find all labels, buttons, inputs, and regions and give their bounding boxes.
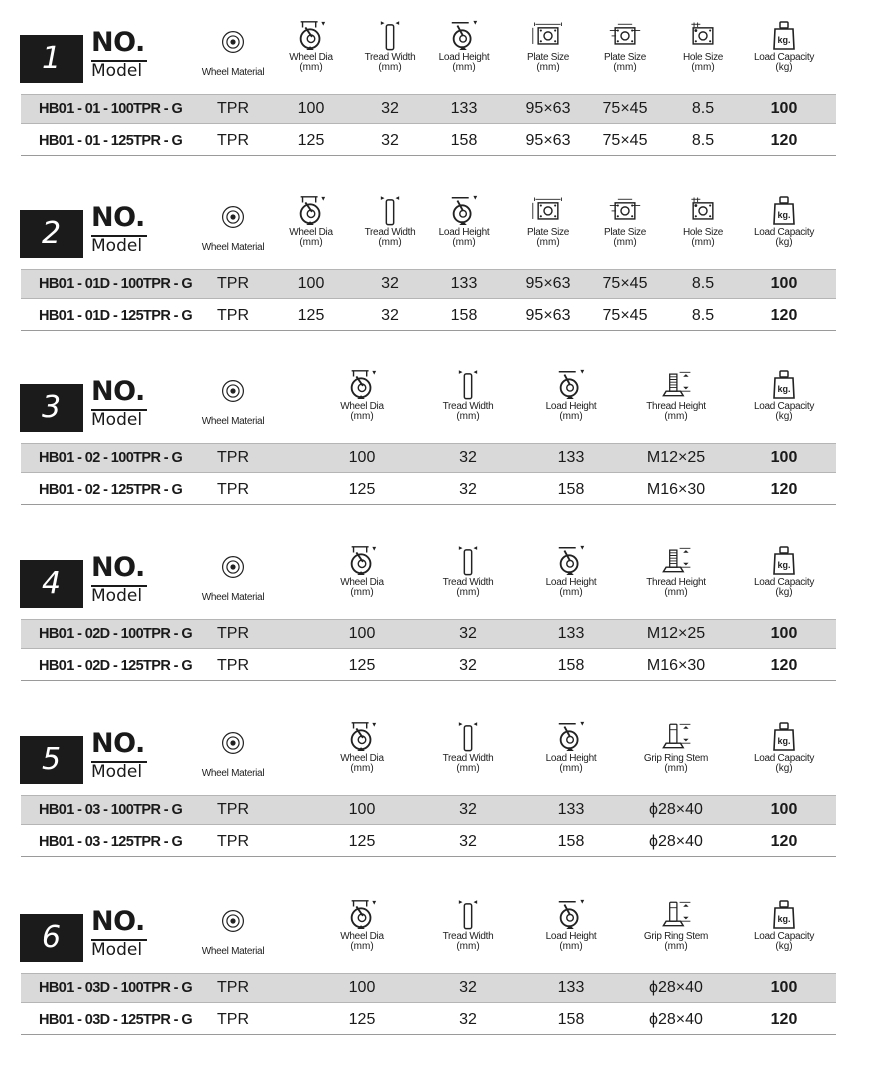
header-label: Load Height xyxy=(438,52,490,63)
table-row xyxy=(21,476,836,505)
wheel-dia-icon xyxy=(346,368,378,400)
header-label: Wheel Dia xyxy=(340,753,384,764)
cell-load-height: 133 xyxy=(450,275,478,292)
grip-ring-stem-icon xyxy=(658,898,694,930)
cell-tread-width: 32 xyxy=(381,275,399,292)
no-label: NO. xyxy=(91,552,145,583)
model-number: HB01 - 02 - 125TPR - G xyxy=(39,482,183,498)
model-number: HB01 - 03D - 100TPR - G xyxy=(39,980,192,996)
wheel-dia-icon xyxy=(295,19,327,51)
model-number: HB01 - 02 - 100TPR - G xyxy=(39,450,183,466)
spec-section-4 xyxy=(0,541,883,691)
tread-width-icon xyxy=(379,194,401,226)
cell-material: TPR xyxy=(217,449,249,466)
weight-icon-text: kg. xyxy=(777,384,791,394)
header-wheel-material xyxy=(185,727,281,779)
header-label: Wheel Material xyxy=(201,768,265,779)
header-tread-width xyxy=(420,368,516,421)
no-label: NO. xyxy=(91,728,145,759)
model-number: HB01 - 01 - 125TPR - G xyxy=(39,133,183,149)
cell-plate-size2: 75×45 xyxy=(602,275,648,292)
header-unit: (mm) xyxy=(536,62,560,73)
header-unit: (mm) xyxy=(350,411,374,422)
wheel-material-icon xyxy=(220,905,246,937)
cell-load-height: 158 xyxy=(557,657,585,674)
header-wheel-dia xyxy=(314,898,410,951)
tread-width-icon xyxy=(379,19,401,51)
load-height-icon xyxy=(555,544,587,576)
cell-tread-width: 32 xyxy=(381,307,399,324)
cell-capacity: 120 xyxy=(770,307,798,324)
grip-ring-stem-icon xyxy=(658,720,694,752)
cell-material: TPR xyxy=(217,625,249,642)
header-label: Tread Width xyxy=(442,577,494,588)
header-label: Wheel Material xyxy=(201,67,265,78)
header-unit: (kg) xyxy=(775,237,793,248)
header-load-capacity xyxy=(736,720,832,773)
cell-hole-size: 8.5 xyxy=(691,307,715,324)
plate-size-icon xyxy=(531,19,565,51)
model-label: Model xyxy=(91,762,143,782)
header-wheel-dia xyxy=(314,368,410,421)
header-label: Wheel Dia xyxy=(340,577,384,588)
header-thread-height xyxy=(628,368,724,421)
cell-plate-size: 95×63 xyxy=(525,307,571,324)
cell-wheel-dia: 100 xyxy=(297,275,325,292)
cell-plate-size: 95×63 xyxy=(525,275,571,292)
cell-load-height: 133 xyxy=(557,801,585,818)
header-load-height xyxy=(416,19,512,72)
model-label: Model xyxy=(91,410,143,430)
header-wheel-material xyxy=(185,551,281,603)
cell-wheel-dia: 125 xyxy=(297,132,325,149)
no-label: NO. xyxy=(91,27,145,58)
table-row xyxy=(21,1006,836,1035)
model-number: HB01 - 03 - 100TPR - G xyxy=(39,802,183,818)
no-label: NO. xyxy=(91,906,145,937)
weight-icon-text: kg. xyxy=(777,914,791,924)
load-height-icon xyxy=(555,720,587,752)
header-unit: (mm) xyxy=(691,62,715,73)
plate-size-icon xyxy=(531,194,565,226)
header-label: Plate Size xyxy=(603,52,647,63)
header-unit: (mm) xyxy=(613,237,637,248)
cell-wheel-dia: 125 xyxy=(348,1011,376,1028)
cell-load-height: 158 xyxy=(557,1011,585,1028)
header-label: Load Height xyxy=(545,931,597,942)
header-label: Load Capacity xyxy=(753,577,815,588)
header-unit: (kg) xyxy=(775,411,793,422)
header-unit: (mm) xyxy=(456,587,480,598)
cell-tread-width: 32 xyxy=(459,449,477,466)
cell-wheel-dia: 100 xyxy=(348,449,376,466)
load-height-icon xyxy=(555,898,587,930)
table-row xyxy=(21,973,836,1003)
cell-hole-size: 8.5 xyxy=(691,132,715,149)
cell-wheel-dia: 100 xyxy=(348,801,376,818)
table-row xyxy=(21,652,836,681)
header-label: Tread Width xyxy=(442,753,494,764)
cell-stem: M12×25 xyxy=(646,625,706,642)
header-unit: (kg) xyxy=(775,763,793,774)
wheel-material-icon xyxy=(220,375,246,407)
table-row xyxy=(21,302,836,331)
header-load-capacity xyxy=(736,898,832,951)
cell-material: TPR xyxy=(217,979,249,996)
model-number: HB01 - 02D - 100TPR - G xyxy=(39,626,192,642)
header-label: Plate Size xyxy=(526,227,570,238)
wheel-material-icon xyxy=(220,727,246,759)
header-label: Load Capacity xyxy=(753,931,815,942)
wheel-dia-icon xyxy=(346,898,378,930)
header-unit: (mm) xyxy=(613,62,637,73)
cell-tread-width: 32 xyxy=(459,625,477,642)
weight-kg-icon xyxy=(771,368,797,400)
cell-load-height: 133 xyxy=(450,100,478,117)
header-unit: (mm) xyxy=(559,941,583,952)
cell-plate-size2: 75×45 xyxy=(602,100,648,117)
header-label: Plate Size xyxy=(526,52,570,63)
header-unit: (mm) xyxy=(559,587,583,598)
cell-capacity: 120 xyxy=(770,481,798,498)
header-load-capacity xyxy=(736,368,832,421)
load-height-icon xyxy=(555,368,587,400)
no-label: NO. xyxy=(91,376,145,407)
header-grip-ring-stem xyxy=(628,898,724,951)
model-number: HB01 - 03 - 125TPR - G xyxy=(39,834,183,850)
tread-width-icon xyxy=(457,368,479,400)
header-unit: (mm) xyxy=(452,237,476,248)
header-grip-ring-stem xyxy=(628,720,724,773)
header-tread-width xyxy=(420,898,516,951)
header-label: Thread Height xyxy=(646,577,706,588)
cell-capacity: 120 xyxy=(770,1011,798,1028)
header-unit: (mm) xyxy=(350,763,374,774)
header-thread-height xyxy=(628,544,724,597)
weight-kg-icon xyxy=(771,194,797,226)
header-label: Grip Ring Stem xyxy=(643,931,709,942)
header-unit: (mm) xyxy=(664,941,688,952)
section-number: 2 xyxy=(20,210,83,258)
cell-capacity: 100 xyxy=(770,100,798,117)
header-label: Wheel Dia xyxy=(340,931,384,942)
tread-width-icon xyxy=(457,720,479,752)
header-label: Grip Ring Stem xyxy=(643,753,709,764)
header-load-height xyxy=(523,368,619,421)
cell-wheel-dia: 100 xyxy=(348,979,376,996)
weight-icon-text: kg. xyxy=(777,560,791,570)
header-unit: (mm) xyxy=(691,237,715,248)
plate-size-icon xyxy=(608,194,642,226)
header-label: Tread Width xyxy=(364,52,416,63)
tread-width-icon xyxy=(457,898,479,930)
model-label: Model xyxy=(91,586,143,606)
spec-section-5 xyxy=(0,717,883,867)
cell-wheel-dia: 125 xyxy=(297,307,325,324)
cell-tread-width: 32 xyxy=(459,1011,477,1028)
header-tread-width xyxy=(420,544,516,597)
cell-stem: ϕ28×40 xyxy=(649,801,703,818)
model-number: HB01 - 03D - 125TPR - G xyxy=(39,1012,192,1028)
cell-tread-width: 32 xyxy=(381,100,399,117)
header-unit: (mm) xyxy=(378,62,402,73)
cell-stem: ϕ28×40 xyxy=(649,833,703,850)
section-number: 4 xyxy=(20,560,83,608)
cell-wheel-dia: 125 xyxy=(348,833,376,850)
header-label: Wheel Material xyxy=(201,592,265,603)
wheel-dia-icon xyxy=(295,194,327,226)
header-label: Load Capacity xyxy=(753,401,815,412)
cell-material: TPR xyxy=(217,481,249,498)
cell-tread-width: 32 xyxy=(459,657,477,674)
header-label: Load Capacity xyxy=(753,227,815,238)
cell-capacity: 100 xyxy=(770,979,798,996)
cell-material: TPR xyxy=(217,801,249,818)
weight-kg-icon xyxy=(771,19,797,51)
cell-hole-size: 8.5 xyxy=(691,100,715,117)
header-label: Load Capacity xyxy=(753,52,815,63)
spec-section-6 xyxy=(0,895,883,1045)
header-load-capacity xyxy=(736,544,832,597)
header-unit: (mm) xyxy=(456,941,480,952)
cell-load-height: 133 xyxy=(557,979,585,996)
header-label: Tread Width xyxy=(442,401,494,412)
cell-wheel-dia: 100 xyxy=(297,100,325,117)
header-unit: (mm) xyxy=(456,411,480,422)
header-unit: (mm) xyxy=(350,941,374,952)
header-unit: (kg) xyxy=(775,62,793,73)
weight-kg-icon xyxy=(771,720,797,752)
header-unit: (mm) xyxy=(664,763,688,774)
cell-tread-width: 32 xyxy=(459,833,477,850)
cell-capacity: 120 xyxy=(770,657,798,674)
wheel-material-icon xyxy=(220,26,246,58)
header-unit: (kg) xyxy=(775,587,793,598)
header-label: Load Height xyxy=(545,753,597,764)
cell-material: TPR xyxy=(217,132,249,149)
cell-tread-width: 32 xyxy=(381,132,399,149)
header-label: Hole Size xyxy=(682,52,724,63)
header-label: Wheel Material xyxy=(201,242,265,253)
cell-hole-size: 8.5 xyxy=(691,275,715,292)
wheel-material-icon xyxy=(220,201,246,233)
table-row xyxy=(21,269,836,299)
header-load-height xyxy=(523,898,619,951)
header-unit: (mm) xyxy=(559,411,583,422)
cell-wheel-dia: 125 xyxy=(348,481,376,498)
table-row xyxy=(21,619,836,649)
tread-width-icon xyxy=(457,544,479,576)
header-label: Tread Width xyxy=(442,931,494,942)
header-wheel-dia xyxy=(314,720,410,773)
cell-material: TPR xyxy=(217,307,249,324)
header-unit: (mm) xyxy=(452,62,476,73)
spec-section-3 xyxy=(0,365,883,515)
header-unit: (mm) xyxy=(456,763,480,774)
wheel-dia-icon xyxy=(346,544,378,576)
header-wheel-dia xyxy=(314,544,410,597)
weight-icon-text: kg. xyxy=(777,35,791,45)
spec-section-2 xyxy=(0,191,883,341)
wheel-material-icon xyxy=(220,551,246,583)
cell-plate-size2: 75×45 xyxy=(602,132,648,149)
model-number: HB01 - 01 - 100TPR - G xyxy=(39,101,183,117)
header-tread-width xyxy=(420,720,516,773)
table-row xyxy=(21,94,836,124)
cell-material: TPR xyxy=(217,100,249,117)
cell-capacity: 100 xyxy=(770,275,798,292)
cell-wheel-dia: 125 xyxy=(348,657,376,674)
header-label: Load Capacity xyxy=(753,753,815,764)
header-unit: (mm) xyxy=(664,587,688,598)
cell-material: TPR xyxy=(217,657,249,674)
model-number: HB01 - 01D - 100TPR - G xyxy=(39,276,192,292)
cell-load-height: 158 xyxy=(557,481,585,498)
cell-tread-width: 32 xyxy=(459,979,477,996)
cell-plate-size: 95×63 xyxy=(525,100,571,117)
header-label: Load Height xyxy=(545,577,597,588)
header-unit: (mm) xyxy=(299,237,323,248)
header-label: Tread Width xyxy=(364,227,416,238)
section-number: 1 xyxy=(20,35,83,83)
cell-capacity: 100 xyxy=(770,449,798,466)
model-label: Model xyxy=(91,61,143,81)
header-load-capacity xyxy=(736,19,832,72)
hole-size-icon xyxy=(686,194,720,226)
cell-capacity: 120 xyxy=(770,833,798,850)
model-label: Model xyxy=(91,940,143,960)
cell-plate-size: 95×63 xyxy=(525,132,571,149)
header-unit: (kg) xyxy=(775,941,793,952)
header-load-capacity xyxy=(736,194,832,247)
header-wheel-material xyxy=(185,375,281,427)
model-label: Model xyxy=(91,236,143,256)
cell-load-height: 158 xyxy=(450,132,478,149)
cell-stem: ϕ28×40 xyxy=(649,979,703,996)
header-label: Wheel Material xyxy=(201,416,265,427)
header-unit: (mm) xyxy=(559,763,583,774)
weight-icon-text: kg. xyxy=(777,210,791,220)
section-number: 3 xyxy=(20,384,83,432)
cell-stem: ϕ28×40 xyxy=(649,1011,703,1028)
cell-load-height: 133 xyxy=(557,449,585,466)
table-row xyxy=(21,828,836,857)
spec-section-1 xyxy=(0,16,883,166)
header-unit: (mm) xyxy=(536,237,560,248)
table-row xyxy=(21,127,836,156)
cell-stem: M16×30 xyxy=(646,481,706,498)
header-label: Load Height xyxy=(545,401,597,412)
cell-stem: M16×30 xyxy=(646,657,706,674)
cell-plate-size2: 75×45 xyxy=(602,307,648,324)
header-label: Wheel Dia xyxy=(340,401,384,412)
model-number: HB01 - 01D - 125TPR - G xyxy=(39,308,192,324)
cell-material: TPR xyxy=(217,275,249,292)
cell-capacity: 100 xyxy=(770,801,798,818)
header-load-height xyxy=(416,194,512,247)
cell-load-height: 158 xyxy=(557,833,585,850)
header-label: Wheel Material xyxy=(201,946,265,957)
no-label: NO. xyxy=(91,202,145,233)
cell-load-height: 158 xyxy=(450,307,478,324)
header-label: Thread Height xyxy=(646,401,706,412)
cell-capacity: 100 xyxy=(770,625,798,642)
weight-kg-icon xyxy=(771,544,797,576)
header-load-height xyxy=(523,720,619,773)
header-label: Plate Size xyxy=(603,227,647,238)
load-height-icon xyxy=(448,19,480,51)
weight-icon-text: kg. xyxy=(777,736,791,746)
thread-height-icon xyxy=(658,544,694,576)
section-number: 6 xyxy=(20,914,83,962)
weight-kg-icon xyxy=(771,898,797,930)
cell-stem: M12×25 xyxy=(646,449,706,466)
header-label: Hole Size xyxy=(682,227,724,238)
header-unit: (mm) xyxy=(378,237,402,248)
table-row xyxy=(21,443,836,473)
cell-material: TPR xyxy=(217,833,249,850)
header-unit: (mm) xyxy=(350,587,374,598)
header-label: Load Height xyxy=(438,227,490,238)
cell-tread-width: 32 xyxy=(459,801,477,818)
cell-load-height: 133 xyxy=(557,625,585,642)
cell-capacity: 120 xyxy=(770,132,798,149)
header-unit: (mm) xyxy=(299,62,323,73)
header-unit: (mm) xyxy=(664,411,688,422)
header-label: Wheel Dia xyxy=(289,227,333,238)
plate-size-icon xyxy=(608,19,642,51)
cell-material: TPR xyxy=(217,1011,249,1028)
hole-size-icon xyxy=(686,19,720,51)
header-load-height xyxy=(523,544,619,597)
header-label: Wheel Dia xyxy=(289,52,333,63)
table-row xyxy=(21,795,836,825)
thread-height-icon xyxy=(658,368,694,400)
wheel-dia-icon xyxy=(346,720,378,752)
cell-tread-width: 32 xyxy=(459,481,477,498)
header-wheel-material xyxy=(185,905,281,957)
section-number: 5 xyxy=(20,736,83,784)
model-number: HB01 - 02D - 125TPR - G xyxy=(39,658,192,674)
cell-wheel-dia: 100 xyxy=(348,625,376,642)
load-height-icon xyxy=(448,194,480,226)
